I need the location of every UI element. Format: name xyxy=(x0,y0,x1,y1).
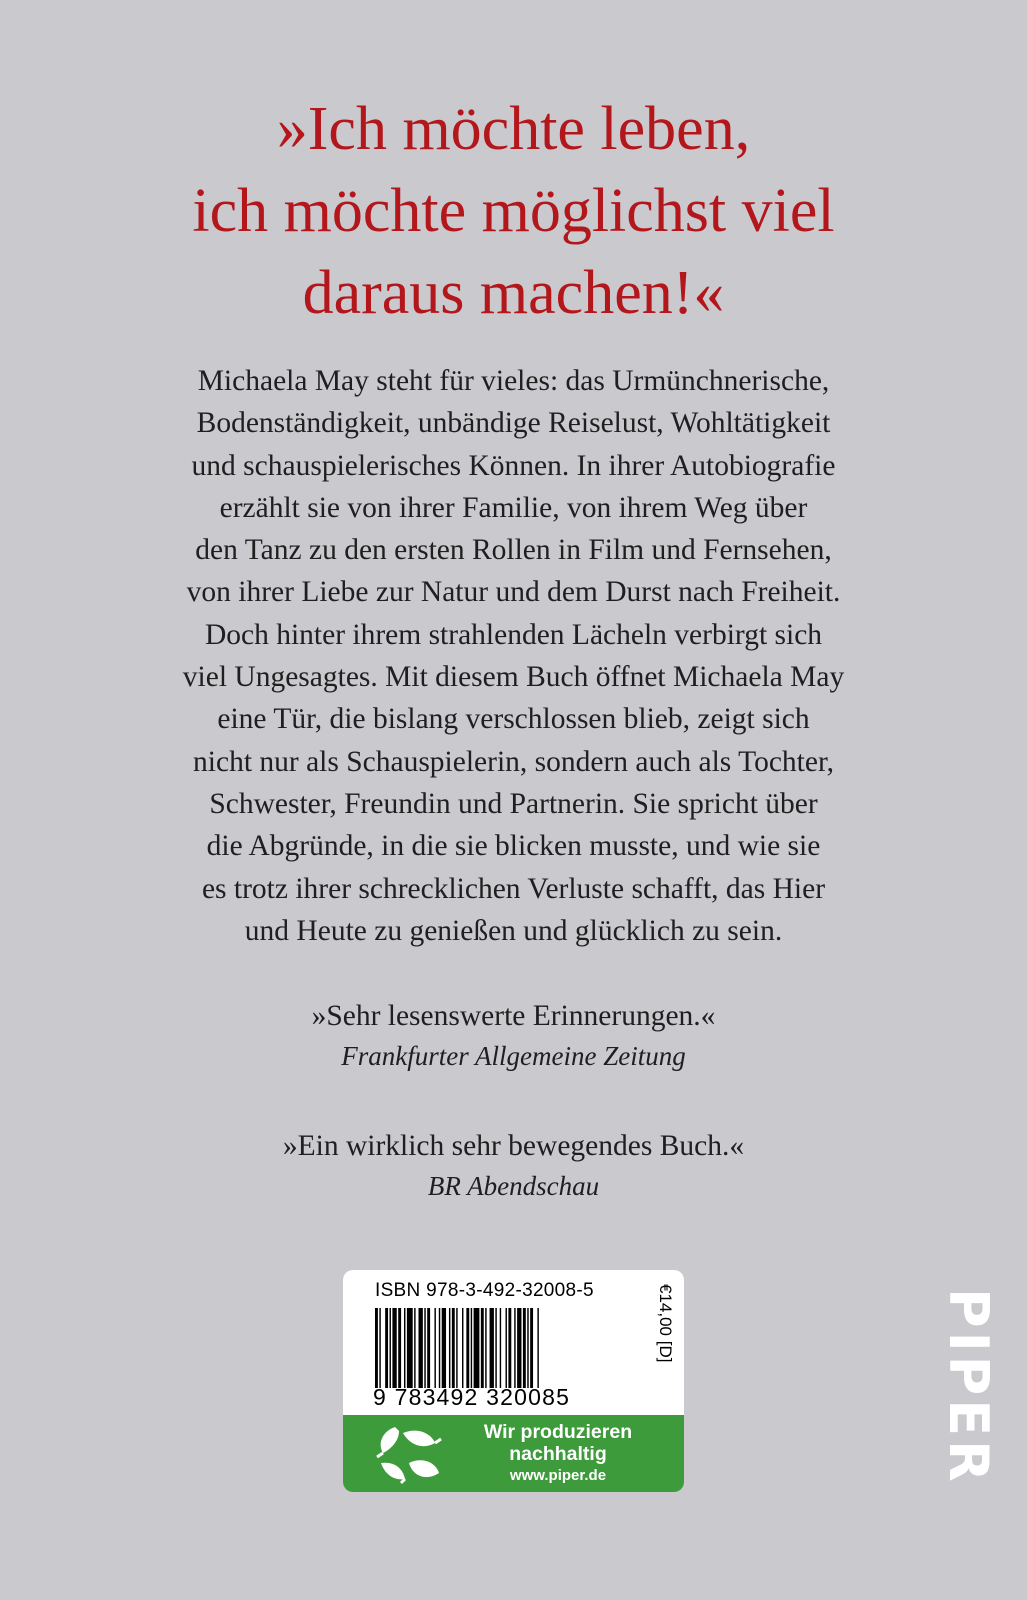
blurb-line: viel Ungesagtes. Mit diesem Buch öffnet Michaela May xyxy=(182,661,845,694)
blurb-text xyxy=(120,360,907,952)
barcode-bars xyxy=(375,1308,645,1388)
blurb-line: von ihrer Liebe zur Natur und dem Durst nach Freiheit. xyxy=(186,576,841,609)
blurb-line: Michaela May steht für vieles: das Urmünchnerische, xyxy=(197,365,830,397)
review-source: Frankfurter Allgemeine Zeitung xyxy=(341,1041,686,1071)
blurb-line: nicht nur als Schauspielerin, sondern auch als Tochter, xyxy=(193,745,834,778)
blurb-line: und schauspielerisches Können. In ihrer Autobiografie xyxy=(191,449,836,482)
review-br xyxy=(0,1126,1027,1206)
blurb-line: eine Tür, die bislang verschlossen blieb, zeigt sich xyxy=(217,703,810,736)
blurb-line: Doch hinter ihrem strahlenden Lächeln verbirgt sich xyxy=(204,618,823,651)
eco-line: nachhaltig xyxy=(509,1443,607,1465)
blurb-line: Bodenständigkeit, unbändige Reiselust, Wohltätigkeit xyxy=(196,407,831,440)
eco-badge xyxy=(343,1415,684,1492)
headline-line: ich möchte möglichst viel xyxy=(192,177,835,245)
blurb-line: erzählt sie von ihrer Familie, von ihrem Weg über xyxy=(219,491,808,524)
blurb-line: den Tanz zu den ersten Rollen in Film und Fernsehen, xyxy=(195,534,832,567)
price-label: €14,00 [D] xyxy=(656,1284,675,1363)
recycle-leaves-icon xyxy=(373,1423,447,1485)
blurb-line: und Heute zu genießen und glücklich zu sein. xyxy=(244,914,783,947)
eco-line: Wir produzieren xyxy=(483,1421,633,1443)
eco-url: www.piper.de xyxy=(509,1467,607,1484)
isbn-number: ISBN 978-3-492-32008-5 xyxy=(375,1280,594,1301)
blurb-line: es trotz ihrer schrecklichen Verluste schafft, das Hier xyxy=(201,872,826,905)
eco-text xyxy=(463,1421,653,1487)
review-quote: »Sehr lesenswerte Erinnerungen.« xyxy=(311,1000,716,1032)
headline-line: »Ich möchte leben, xyxy=(276,95,751,163)
headline-quote xyxy=(0,88,1027,334)
review-source: BR Abendschau xyxy=(427,1171,600,1201)
review-faz xyxy=(0,996,1027,1076)
blurb-line: die Abgründe, in die sie blicken musste, und wie sie xyxy=(206,830,821,863)
barcode-digits: 9 783492 320085 xyxy=(373,1384,571,1410)
headline-line: daraus machen!« xyxy=(302,259,725,327)
barcode-label xyxy=(343,1270,684,1492)
review-quote: »Ein wirklich sehr bewegendes Buch.« xyxy=(282,1130,745,1162)
blurb-line: Schwester, Freundin und Partnerin. Sie spricht über xyxy=(209,787,818,820)
publisher-logo: PIPER xyxy=(937,1288,1000,1486)
